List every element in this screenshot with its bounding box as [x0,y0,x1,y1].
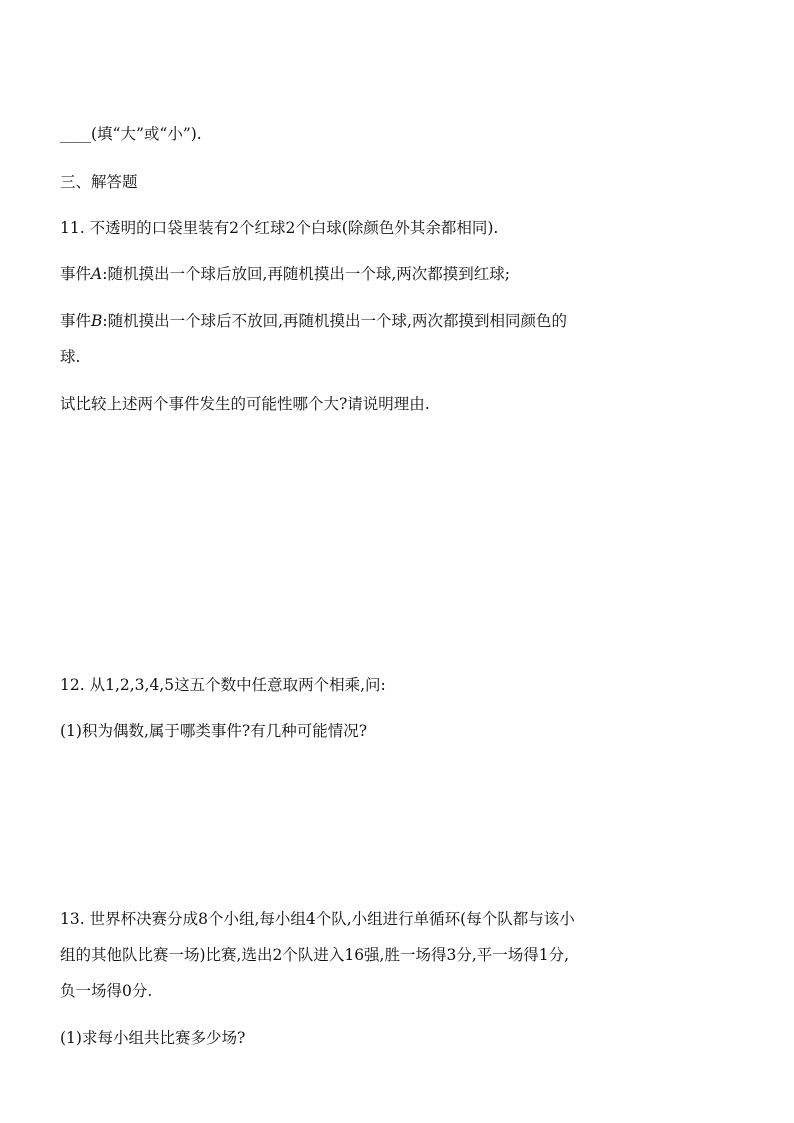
question-13-stem-line-1: 13. 世界杯决赛分成8个小组,每小组4个队,小组进行单循环(每个队都与该小 [60,910,575,928]
question-11-event-b-continuation: 球. [60,348,81,366]
event-b-text: :随机摸出一个球后不放回,再随机摸出一个球,两次都摸到相同颜色的 [102,312,567,330]
event-a-variable: A [91,265,103,283]
fill-in-blank-line: ____(填“大”或“小”). [60,125,202,143]
question-11-stem: 11. 不透明的口袋里装有2个红球2个白球(除颜色外其余都相同). [60,219,499,237]
event-a-prefix: 事件 [60,265,92,283]
question-11-event-a [60,264,510,284]
section-title: 三、解答题 [60,173,138,191]
event-b-variable: B [91,312,103,330]
event-a-text: :随机摸出一个球后放回,再随机摸出一个球,两次都摸到红球; [102,265,511,283]
question-13-stem-line-2: 组的其他队比赛一场)比赛,选出2个队进入16强,胜一场得3分,平一场得1分, [60,946,570,964]
event-b-prefix: 事件 [60,312,92,330]
question-13-stem-line-3: 负一场得0分. [60,982,153,1000]
question-12-part-1: (1)积为偶数,属于哪类事件?有几种可能情况? [60,722,368,740]
question-13-part-1: (1)求每小组共比赛多少场? [60,1029,246,1047]
question-11-prompt: 试比较上述两个事件发生的可能性哪个大?请说明理由. [60,395,430,413]
question-11-event-b [60,311,567,331]
question-12-stem: 12. 从1,2,3,4,5这五个数中任意取两个相乘,问: [60,676,386,694]
